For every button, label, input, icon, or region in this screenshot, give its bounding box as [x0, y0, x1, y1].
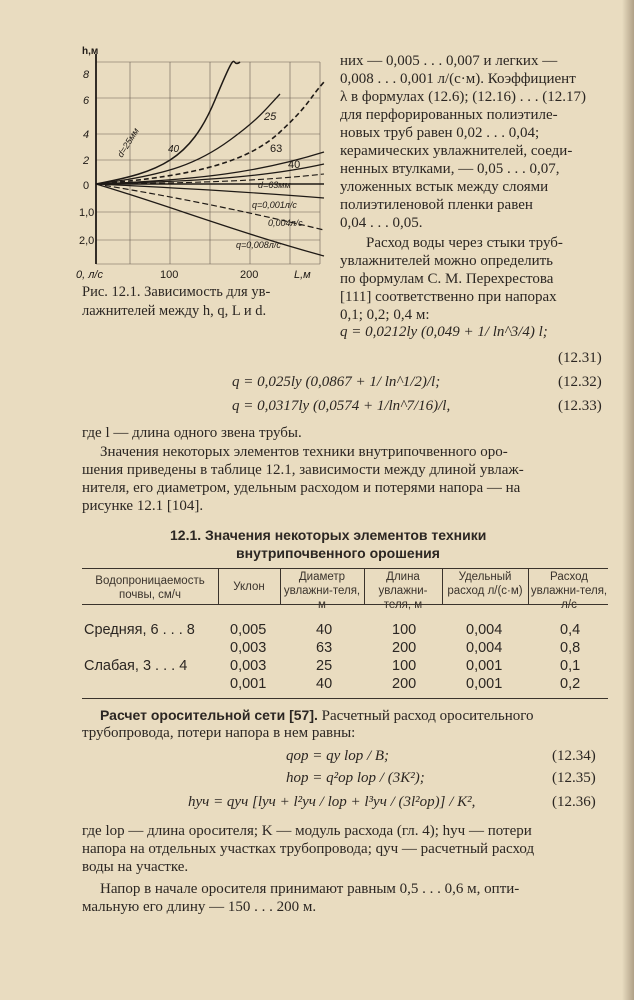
table-cell-slope-4: 0,001: [230, 676, 267, 692]
right-text-line-10: 0,04 . . . 0,05.: [340, 215, 423, 231]
page-edge-shadow: [622, 0, 634, 1000]
formula-12-35: hор = q²ор lор / (3K²);: [286, 770, 425, 786]
right-text-line-7: ненных втулками, — 0,05 . . . 0,07,: [340, 161, 560, 177]
curve-label-q0008: q=0,008л/с: [236, 240, 281, 250]
table-title-line1: 12.1. Значения некоторых элементов техники: [170, 527, 487, 543]
y-tick-2: 2: [83, 155, 90, 167]
table-col-divider-4: [442, 568, 443, 604]
right-text-line-14: [111] соответственно при напорах: [340, 289, 557, 305]
right-text-line-9: полиэтиленовой пленки равен: [340, 197, 533, 213]
figure-caption-line1: Рис. 12.1. Зависимость для ув-: [82, 284, 271, 300]
table-cell-len-3: 100: [392, 658, 417, 674]
table-cell-spec-4: 0,001: [466, 676, 503, 692]
table-cell-len-2: 200: [392, 640, 417, 656]
eq-number-12-31: (12.31): [558, 350, 602, 366]
section-where-line-1: где lор — длина оросителя; K — модуль расхода (гл. 4); hуч — потери: [82, 823, 532, 839]
right-text-line-2: 0,008 . . . 0,001 л/(с·м). Коэффициент: [340, 71, 576, 87]
y-tick-4: 4: [83, 129, 90, 141]
table-cell-diam-3: 25: [316, 658, 333, 674]
body-where-line: где l — длина одного звена трубы.: [82, 425, 302, 441]
table-header-length: Длина увлажни-теля, м: [378, 571, 428, 611]
table-header-specific-flow: Удельный расход л/(с·м): [447, 571, 523, 597]
y-tick-2-0: 2,0: [79, 235, 95, 247]
section-heading: Расчет оросительной сети [57].: [100, 707, 318, 723]
eq-number-12-33: (12.33): [558, 398, 602, 414]
section-where-line-3: воды на участке.: [82, 859, 189, 875]
table-cell-diam-2: 63: [316, 640, 333, 656]
right-text-line-3: λ в формулах (12.6); (12.16) . . . (12.17): [340, 89, 586, 105]
formula-12-34: qор = qу lор / B;: [286, 748, 390, 764]
x-axis-label: L,м: [294, 269, 311, 281]
table-cell-flow-1: 0,4: [560, 622, 581, 638]
table-cell-slope-3: 0,003: [230, 658, 267, 674]
curve-d25-a: [96, 61, 240, 184]
formula-12-31: q = 0,0212lу (0,049 + 1/ lп^3/4) l;: [340, 324, 548, 340]
section-line-1-rest: Расчетный расход оросительного: [317, 708, 534, 724]
section-line-2: трубопровода, потери напора в нем равны:: [82, 725, 356, 741]
table-cell-diam-4: 40: [316, 676, 333, 692]
table-cell-slope-1: 0,005: [230, 622, 267, 638]
table-header-flow: Расход увлажни-теля, л/с: [530, 571, 608, 611]
curve-label-d63: d=63мм: [258, 180, 291, 190]
right-text-line-8: уложенных встык между слоями: [340, 179, 549, 195]
curve-label-40b: 40: [288, 159, 301, 171]
curve-label-q0001: q=0,001л/с: [252, 200, 297, 210]
table-header-permeability: Водопроницаемость почвы, см/ч: [95, 575, 205, 601]
right-text-line-5: новых труб равен 0,02 . . . 0,04;: [340, 125, 540, 141]
body-paragraph-line-3: нителя, его диаметром, удельным расходом и потерями напора — на: [82, 480, 521, 496]
curve-label-40a: 40: [168, 144, 180, 155]
eq-number-12-34: (12.34): [552, 748, 596, 764]
table-cell-flow-2: 0,8: [560, 640, 581, 656]
table-cell-spec-1: 0,004: [466, 622, 503, 638]
table-header-slope: Уклон: [233, 581, 265, 593]
final-paragraph-line-2: мальную его длину — 150 . . . 200 м.: [82, 899, 317, 915]
body-paragraph-line-4: рисунке 12.1 [104].: [82, 498, 204, 514]
formula-12-33: q = 0,0317lу (0,0574 + 1/lп^7/16)/l,: [232, 398, 451, 414]
table-cell-soil-1: Средняя, 6 . . . 8: [84, 622, 195, 638]
formula-12-32: q = 0,025lу (0,0867 + 1/ lп^1/2)/l;: [232, 374, 441, 390]
final-paragraph-line-1: Напор в начале оросителя принимают равным 0,5 . . . 0,6 м, опти-: [100, 881, 520, 897]
table-cell-len-1: 100: [392, 622, 417, 638]
right-text-line-13: по формулам С. М. Перехрестова: [340, 271, 554, 287]
table-top-rule: [82, 568, 608, 569]
table-header-diameter: Диаметр увлажни-теля, м: [283, 571, 361, 611]
table-cell-flow-3: 0,1: [560, 658, 581, 674]
eq-number-12-35: (12.35): [552, 770, 596, 786]
eq-number-12-36: (12.36): [552, 794, 596, 810]
body-paragraph-line-1: Значения некоторых элементов техники внутрипочвенного оро-: [100, 444, 508, 460]
x-tick-100: 100: [160, 269, 179, 281]
table-title-line2: внутрипочвенного орошения: [236, 545, 440, 561]
y-tick-6: 6: [83, 95, 90, 107]
figure-caption-line2: лажнителей между h, q, L и d.: [82, 303, 267, 319]
table-cell-spec-3: 0,001: [466, 658, 503, 674]
section-line-1: [100, 706, 534, 725]
curve-label-25: 25: [264, 111, 277, 123]
x-tick-200: 200: [240, 269, 259, 281]
x-axis-left-label: 0, л/с: [76, 269, 103, 281]
curve-label-q0004: 0,004л/с: [268, 218, 303, 228]
table-col-divider-3: [364, 568, 365, 604]
table-cell-flow-4: 0,2: [560, 676, 581, 692]
right-text-line-4: для перфорированных полиэтиле-: [340, 107, 558, 123]
body-paragraph-line-2: шения приведены в таблице 12.1, зависимости между длиной увлаж-: [82, 462, 524, 478]
right-text-line-11: Расход воды через стыки труб-: [366, 235, 563, 251]
table-cell-len-4: 200: [392, 676, 417, 692]
y-tick-1-0: 1,0: [79, 207, 95, 219]
figure-12-1: [76, 40, 330, 281]
curve-label-63: 63: [270, 143, 283, 155]
table-cell-soil-3: Слабая, 3 . . . 4: [84, 658, 188, 674]
y-tick-0: 0: [83, 180, 90, 192]
right-text-line-12: увлажнителей можно определить: [340, 253, 554, 269]
table-cell-spec-2: 0,004: [466, 640, 503, 656]
table-col-divider-1: [218, 568, 219, 604]
table-cell-diam-1: 40: [316, 622, 333, 638]
formula-12-36: hуч = qуч [lуч + l²уч / lор + l³уч / (3l²ор)] / K²,: [188, 794, 476, 810]
y-axis-label: h,м: [82, 46, 99, 57]
table-col-divider-2: [280, 568, 281, 604]
y-tick-8: 8: [83, 69, 90, 81]
table-cell-slope-2: 0,003: [230, 640, 267, 656]
right-text-line-6: керамических увлажнителей, соеди-: [340, 143, 573, 159]
eq-number-12-32: (12.32): [558, 374, 602, 390]
right-text-line-1: них — 0,005 . . . 0,007 и легких —: [340, 53, 558, 69]
table-bottom-rule: [82, 698, 608, 699]
right-text-line-15: 0,1; 0,2; 0,4 м:: [340, 307, 430, 323]
curve-label-d25: d=25мм: [115, 126, 141, 160]
table-col-divider-5: [528, 568, 529, 604]
section-where-line-2: напора на отдельных участках трубопровода; qуч — расчетный расход: [82, 841, 535, 857]
